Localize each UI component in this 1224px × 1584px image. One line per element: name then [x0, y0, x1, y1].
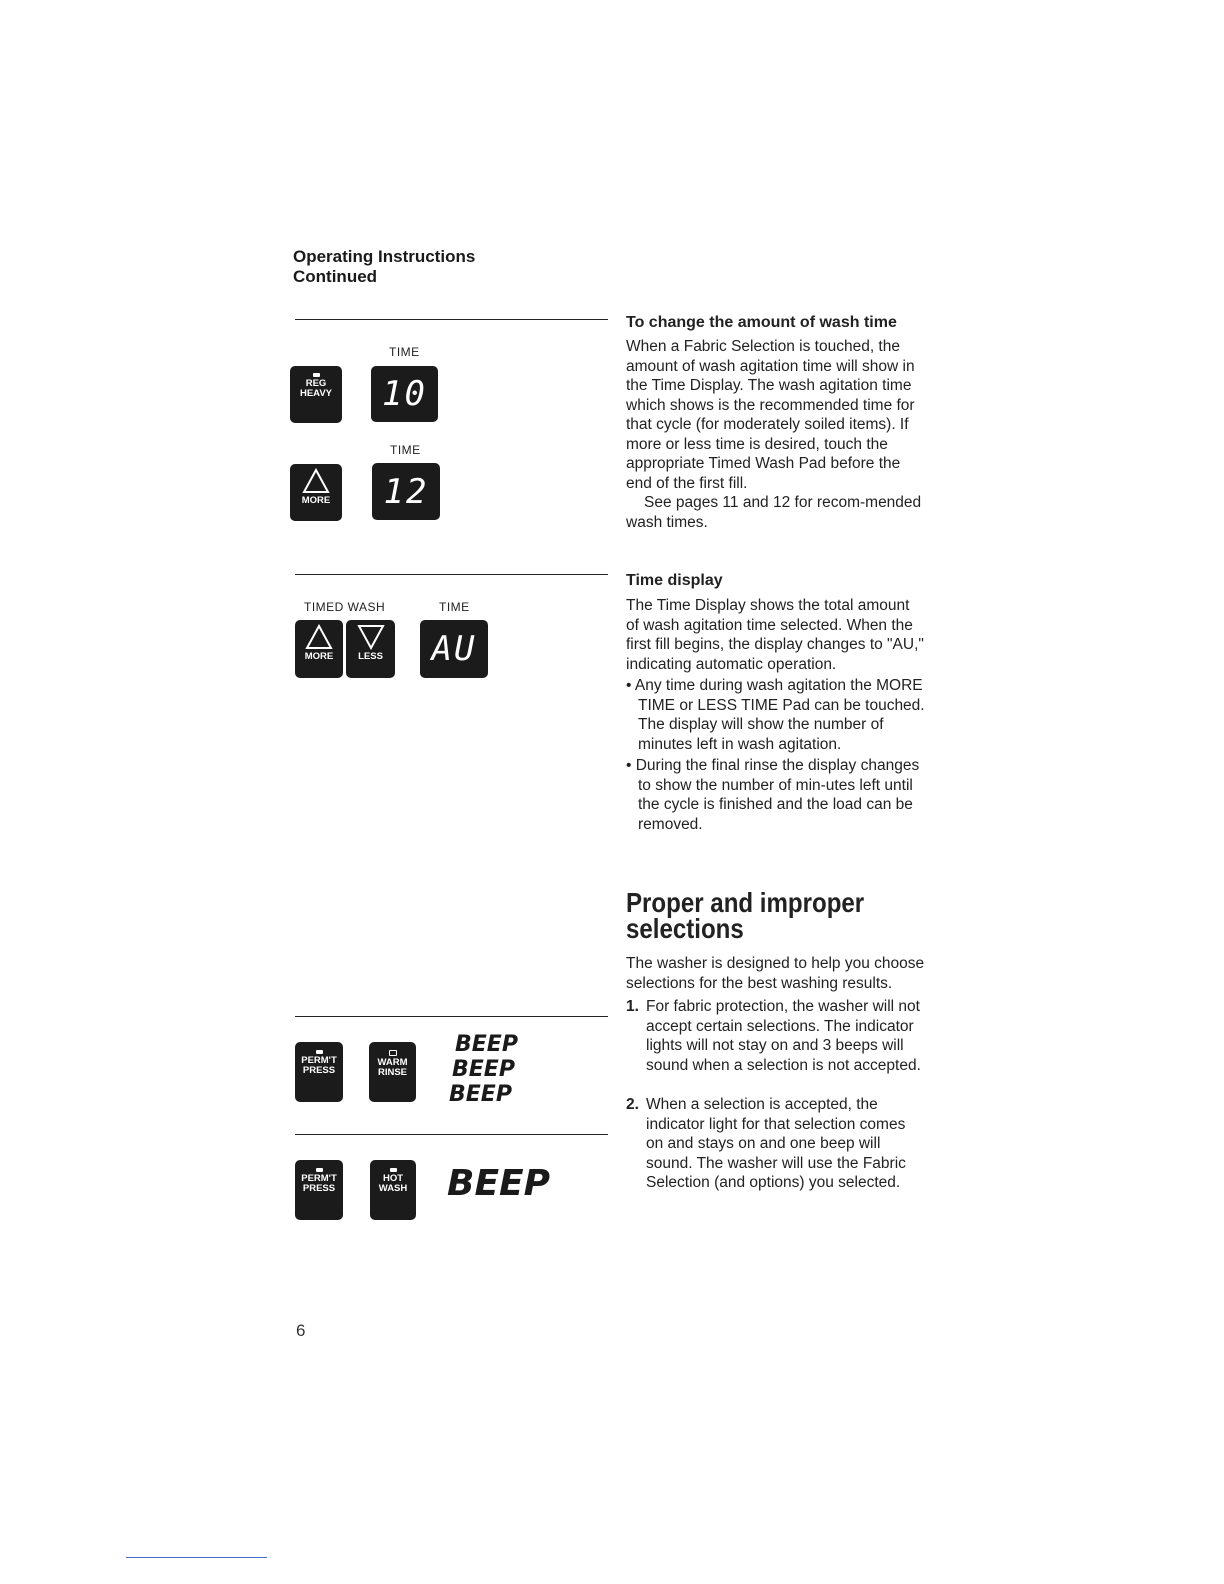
body-paragraph: When a Fabric Selection is touched, the amount of wash agitation time will show in the Time Display. The wash agitation time which shows is the recommended time for that cycle (for moderately soiled items). If more or less time is desired, touch the appropriate Timed Wash Pad before the end of the first fill.: [626, 338, 915, 492]
pad-label: PERM'T PRESS: [301, 1055, 337, 1076]
indicator-light-icon: [390, 1168, 397, 1172]
up-triangle-icon: [305, 624, 333, 650]
hot-wash-pad: [370, 1160, 416, 1220]
pad-label: LESS: [358, 651, 383, 662]
beep-text: BEEP: [447, 1163, 551, 1204]
pad-label: MORE: [301, 495, 331, 506]
note-paragraph: See pages 11 and 12 for recom-mended wash times.: [626, 494, 922, 531]
section-heading: [626, 887, 884, 944]
header-title: Operating Instructions: [293, 247, 476, 266]
indicator-light-icon: [316, 1050, 323, 1054]
perm-press-pad: [295, 1042, 343, 1102]
pad-label: WARM RINSE: [377, 1057, 408, 1078]
section-heading: Time display: [626, 572, 723, 589]
heading-line: selections: [626, 913, 744, 944]
bullet-item: • Any time during wash agitation the MORE TIME or LESS TIME Pad can be touched. The display will show the number of minutes left in wash agitation.: [626, 677, 925, 753]
header-subtitle: Continued: [293, 267, 378, 286]
time-label: TIME: [389, 345, 420, 359]
numbered-item: [626, 1095, 926, 1193]
item-text: For fabric protection, the washer will not accept certain selections. The indicator lights will not stay on and 3 beeps will sound when a selection is not accepted.: [646, 998, 921, 1074]
section-wash-time: [626, 313, 926, 532]
page-number: 6: [296, 1321, 306, 1340]
heading-line: Proper and improper: [626, 887, 865, 918]
section-time-display: [626, 571, 926, 834]
footer-line: [126, 1557, 267, 1558]
up-triangle-icon: [302, 468, 330, 494]
down-triangle-icon: [357, 624, 385, 650]
pad-label: PERM'T PRESS: [301, 1173, 337, 1194]
item-number: 1.: [626, 998, 639, 1015]
pad-label: REG HEAVY: [299, 378, 333, 399]
divider-rule: [295, 319, 608, 320]
timed-wash-label: TIMED WASH: [304, 600, 386, 614]
section-selections: [626, 887, 926, 1193]
less-time-pad: [346, 620, 395, 678]
section-heading: To change the amount of wash time: [626, 314, 897, 331]
time-display: 12: [372, 463, 440, 520]
beep-text: BEEP: [449, 1082, 512, 1107]
time-display: 10: [371, 366, 438, 422]
body-paragraph: The Time Display shows the total amount of wash agitation time selected. When the first fill begins, the display changes to "AU," indicating automatic operation.: [626, 597, 924, 673]
beep-text: BEEP: [452, 1057, 515, 1082]
time-display: AU: [420, 620, 488, 678]
more-time-pad: [290, 464, 342, 521]
divider-rule: [295, 1016, 608, 1017]
divider-rule: [295, 1134, 608, 1135]
divider-rule: [295, 574, 608, 575]
item-text: When a selection is accepted, the indicator light for that selection comes on and stays on and one beep will sound. The washer will use the Fabric Selection (and options) you selected.: [646, 1096, 906, 1191]
item-number: 2.: [626, 1096, 639, 1113]
indicator-light-icon: [389, 1050, 397, 1056]
reg-heavy-pad: [290, 366, 342, 423]
more-time-pad: [295, 620, 343, 678]
indicator-light-icon: [313, 373, 320, 377]
warm-rinse-pad: [369, 1042, 416, 1102]
perm-press-pad: [295, 1160, 343, 1220]
bullet-item: • During the final rinse the display changes to show the number of min-utes left until the cycle is finished and the load can be removed.: [626, 757, 920, 833]
time-label: TIME: [439, 600, 470, 614]
pad-label: MORE: [304, 651, 334, 662]
pad-label: HOT WASH: [378, 1173, 408, 1194]
time-label: TIME: [390, 443, 421, 457]
indicator-light-icon: [316, 1168, 323, 1172]
numbered-item: [626, 997, 926, 1075]
beep-text: BEEP: [455, 1032, 518, 1057]
intro-paragraph: The washer is designed to help you choose selections for the best washing results.: [626, 955, 925, 992]
section-header: [293, 247, 475, 287]
